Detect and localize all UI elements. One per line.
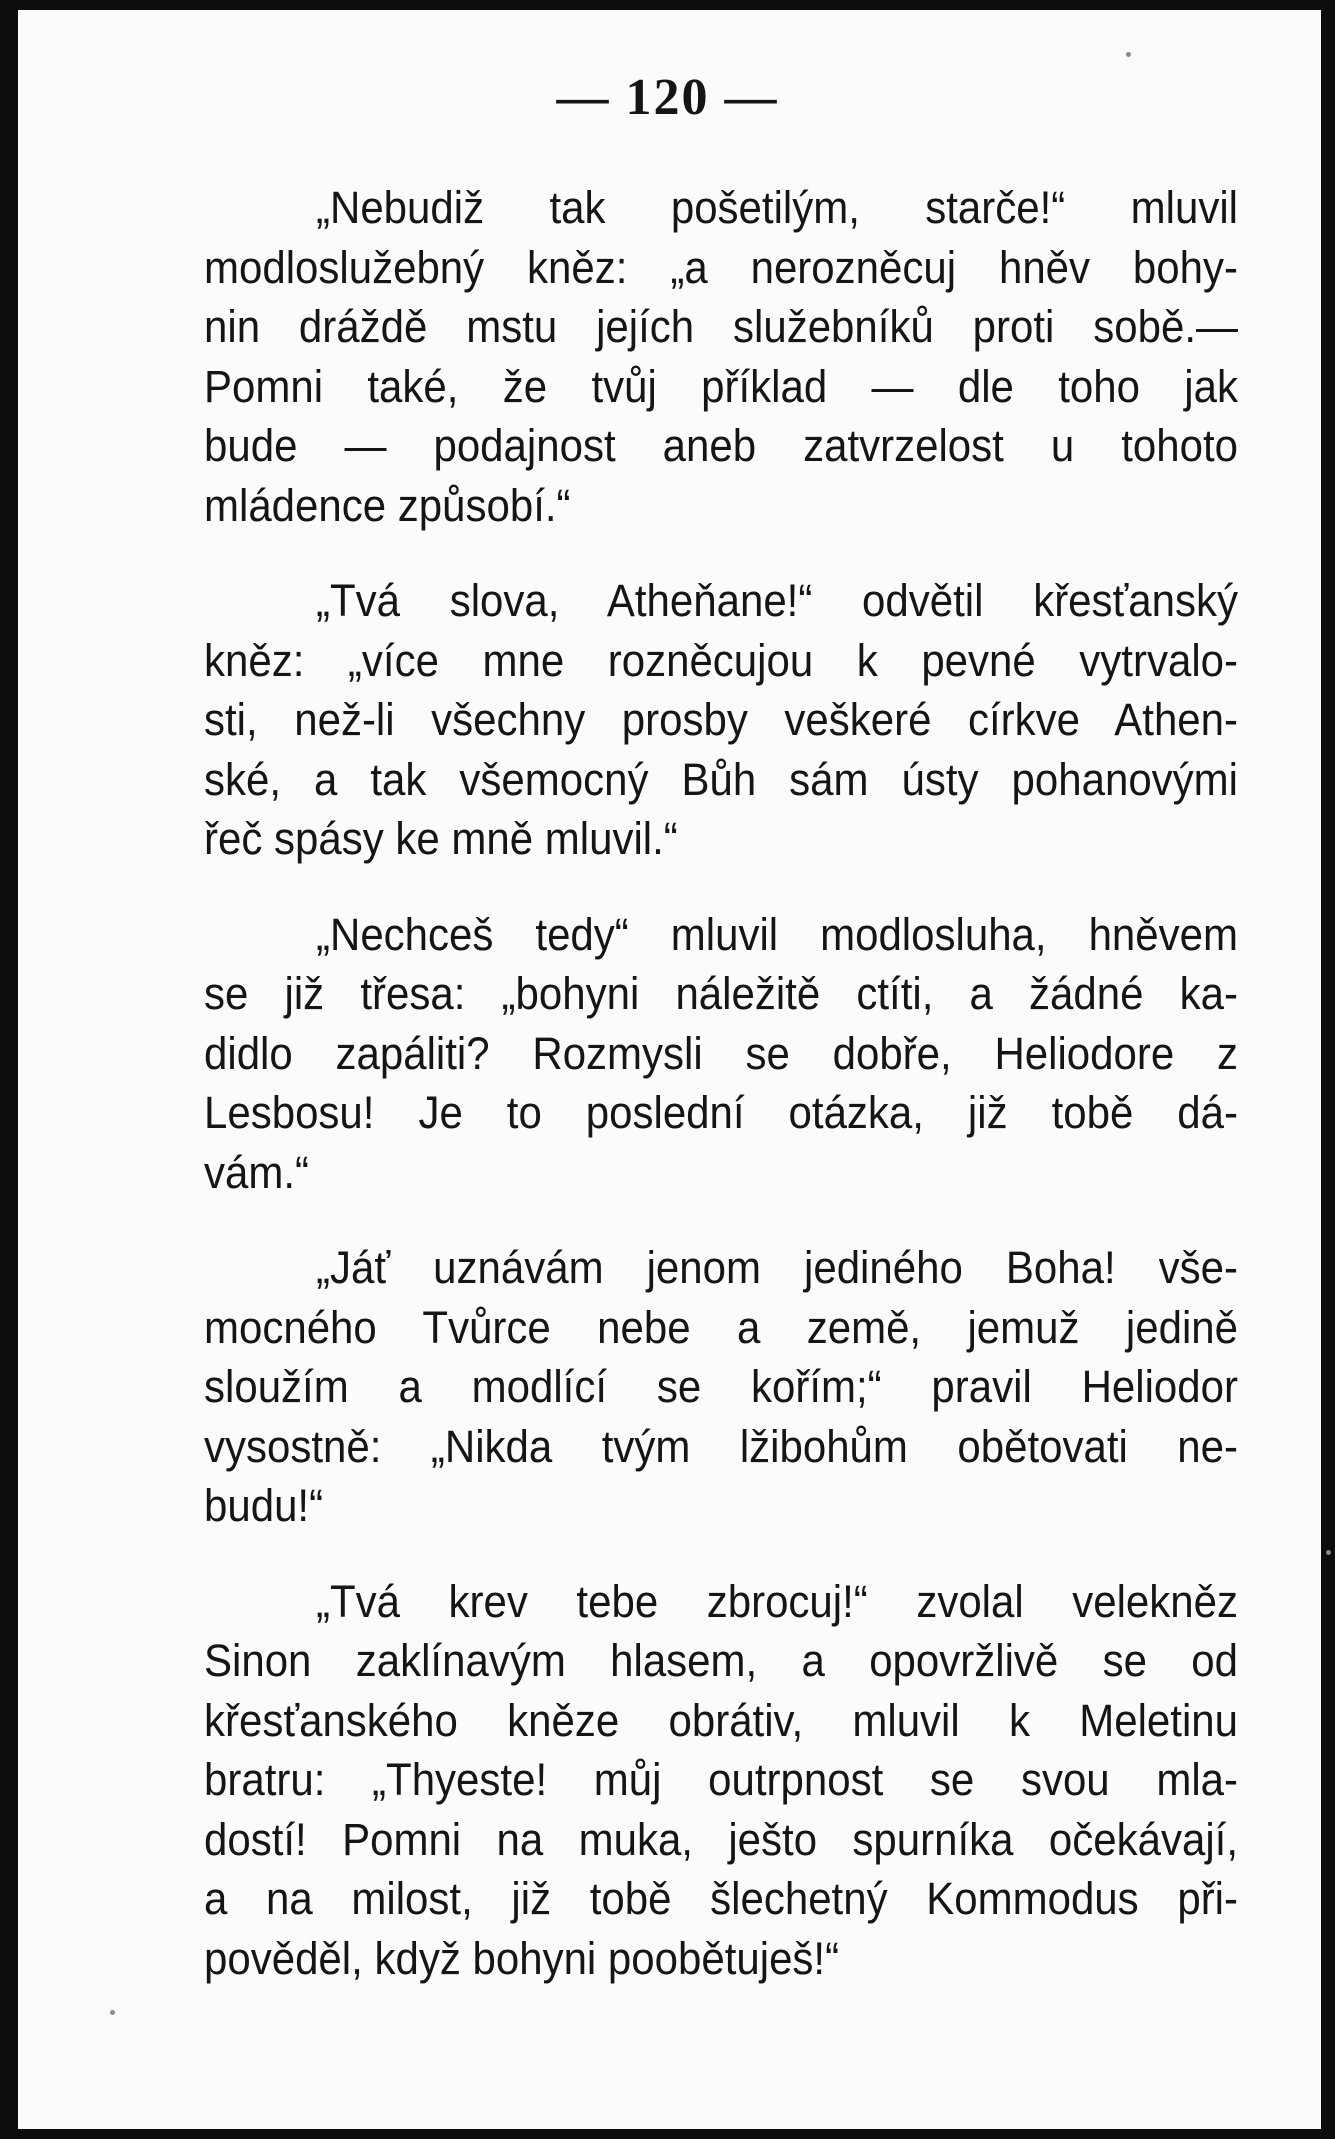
paragraph-3 — [204, 905, 1238, 1203]
text-line: bude — podajnost aneb zatvrzelost u tohoto — [204, 420, 1238, 471]
paragraph-2 — [204, 571, 1238, 869]
text-line: vysostně: „Nikda tvým lžibohům obětovati ne- — [204, 1420, 1238, 1472]
text-line: sloužím a modlící se kořím;“ pravil Heliodor — [204, 1361, 1238, 1412]
text-line: Sinon zaklínavým hlasem, a opovržlivě se od — [204, 1635, 1238, 1686]
paper-speck — [1126, 52, 1131, 57]
text-line: bratru: „Thyeste! můj outrpnost se svou mla- — [204, 1754, 1238, 1805]
text-line: Pomni také, že tvůj příklad — dle toho jak — [204, 360, 1238, 412]
text-line: „Nechceš tedy“ mluvil modlosluha, hněvem — [316, 908, 1238, 960]
text-line: modloslužebný kněz: „a nerozněcuj hněv bohy- — [204, 241, 1238, 293]
text-line: „Tvá slova, Atheňane!“ odvětil křesťanský — [316, 575, 1238, 626]
text-line: a na milost, již tobě šlechetný Kommodus při- — [204, 1873, 1238, 1924]
text-line: pověděl, když bohyni poobětuješ!“ — [204, 1932, 840, 1984]
text-line: nin dráždě mstu jejích služebníků proti sobě.— — [204, 301, 1238, 352]
body-text — [204, 178, 1238, 1988]
text-line: kněz: „více mne rozněcujou k pevné vytrvalo- — [204, 634, 1238, 686]
paragraph-1 — [204, 178, 1238, 535]
text-line: sti, než-li všechny prosby veškeré církve Athen- — [204, 694, 1238, 745]
paper-speck — [1326, 1550, 1331, 1555]
text-line: dostí! Pomni na muka, ješto spurníka očekávají, — [204, 1813, 1238, 1865]
text-line: mládence způsobí.“ — [204, 479, 571, 531]
text-line: se již třesa: „bohyni náležitě ctíti, a žádné ka- — [204, 968, 1238, 1019]
paragraph-5 — [204, 1572, 1238, 1989]
text-line: didlo zapáliti? Rozmysli se dobře, Heliodore z — [204, 1027, 1238, 1079]
paper-speck — [110, 2010, 115, 2015]
text-line: Lesbosu! Je to poslední otázka, již tobě dá- — [204, 1087, 1238, 1138]
page-number: — 120 — — [556, 69, 779, 126]
text-line: „Jáť uznávám jenom jediného Boha! vše- — [316, 1242, 1238, 1293]
text-line: vám.“ — [204, 1146, 309, 1198]
paragraph-4 — [204, 1238, 1238, 1536]
text-line: řeč spásy ke mně mluvil.“ — [204, 813, 678, 864]
text-line: mocného Tvůrce nebe a země, jemuž jedině — [204, 1301, 1238, 1353]
text-line: budu!“ — [204, 1480, 324, 1531]
text-line: křesťanského kněze obrátiv, mluvil k Meletinu — [204, 1694, 1238, 1746]
text-line: „Tvá krev tebe zbrocuj!“ zvolal velekněz — [316, 1575, 1238, 1627]
text-line: ské, a tak všemocný Bůh sám ústy pohanovými — [204, 753, 1238, 805]
text-line: „Nebudiž tak pošetilým, starče!“ mluvil — [316, 182, 1238, 233]
